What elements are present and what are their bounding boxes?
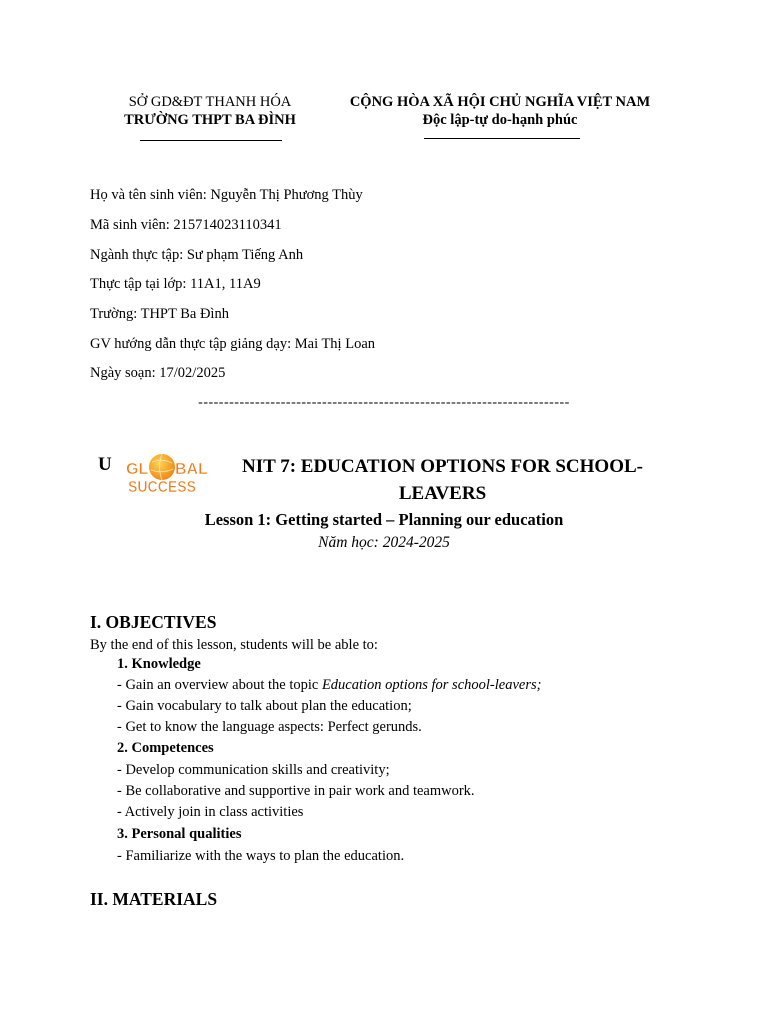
info-school: Trường: THPT Ba Đình [90, 306, 229, 322]
unit-title: NIT 7: EDUCATION OPTIONS FOR SCHOOL-LEAVERS [242, 456, 643, 504]
header-left [90, 93, 330, 129]
knowledge-heading: 1. Knowledge [117, 656, 201, 672]
department-name: SỞ GD&ĐT THANH HÓA [128, 94, 292, 110]
materials-heading: II. MATERIALS [90, 889, 218, 909]
competence-item-1: - Develop communication skills and creativity; [117, 762, 390, 778]
competence-item-2: - Be collaborative and supportive in pair work and teamwork. [117, 783, 475, 799]
unit-letter: U [98, 454, 112, 475]
objectives-heading: I. OBJECTIVES [90, 612, 217, 632]
objectives-intro: By the end of this lesson, students will be able to: [90, 637, 378, 653]
qualities-heading: 3. Personal qualities [117, 826, 242, 842]
knowledge-item-1-text: - Gain an overview about the topic [117, 677, 322, 693]
info-class: Thực tập tại lớp: 11A1, 11A9 [90, 276, 261, 292]
national-motto: Độc lập-tự do-hạnh phúc [422, 112, 578, 128]
knowledge-item-1-topic: Education options for school-leavers; [321, 677, 542, 693]
global-success-logo-graphic [124, 448, 208, 500]
logo-text-success: SUCCESS [128, 479, 196, 496]
header-right-underline [424, 138, 580, 139]
info-supervisor: GV hướng dẫn thực tập giảng dạy: Mai Thị Loan [90, 336, 376, 352]
info-student-name: Họ và tên sinh viên: Nguyễn Thị Phương Thùy [90, 187, 363, 203]
quality-item-1: - Familiarize with the ways to plan the education. [117, 848, 405, 864]
info-student-id: Mã sinh viên: 215714023110341 [90, 217, 282, 233]
logo-text-gl: GL [126, 461, 149, 478]
info-major: Ngành thực tập: Sư phạm Tiếng Anh [90, 247, 304, 263]
header-left-underline [140, 140, 282, 141]
globe-icon [149, 454, 175, 480]
header-right [330, 93, 670, 129]
lesson-title: Lesson 1: Getting started – Planning our education [204, 510, 564, 529]
school-year: Năm học: 2024-2025 [318, 534, 450, 551]
global-success-logo [124, 448, 208, 500]
school-name: TRƯỜNG THPT BA ĐÌNH [124, 112, 296, 128]
competences-heading: 2. Competences [117, 740, 214, 756]
knowledge-item-1 [117, 677, 541, 694]
knowledge-item-3: - Get to know the language aspects: Perfect gerunds. [117, 719, 422, 735]
competence-item-3: - Actively join in class activities [117, 804, 304, 820]
info-date: Ngày soạn: 17/02/2025 [90, 365, 226, 381]
country-name: CỘNG HÒA XÃ HỘI CHỦ NGHĨA VIỆT NAM [349, 94, 651, 110]
separator-line: ------------------------------------------------------------------------ [198, 395, 570, 410]
knowledge-item-2: - Gain vocabulary to talk about plan the education; [117, 698, 412, 714]
logo-text-bal: BAL [175, 461, 208, 478]
